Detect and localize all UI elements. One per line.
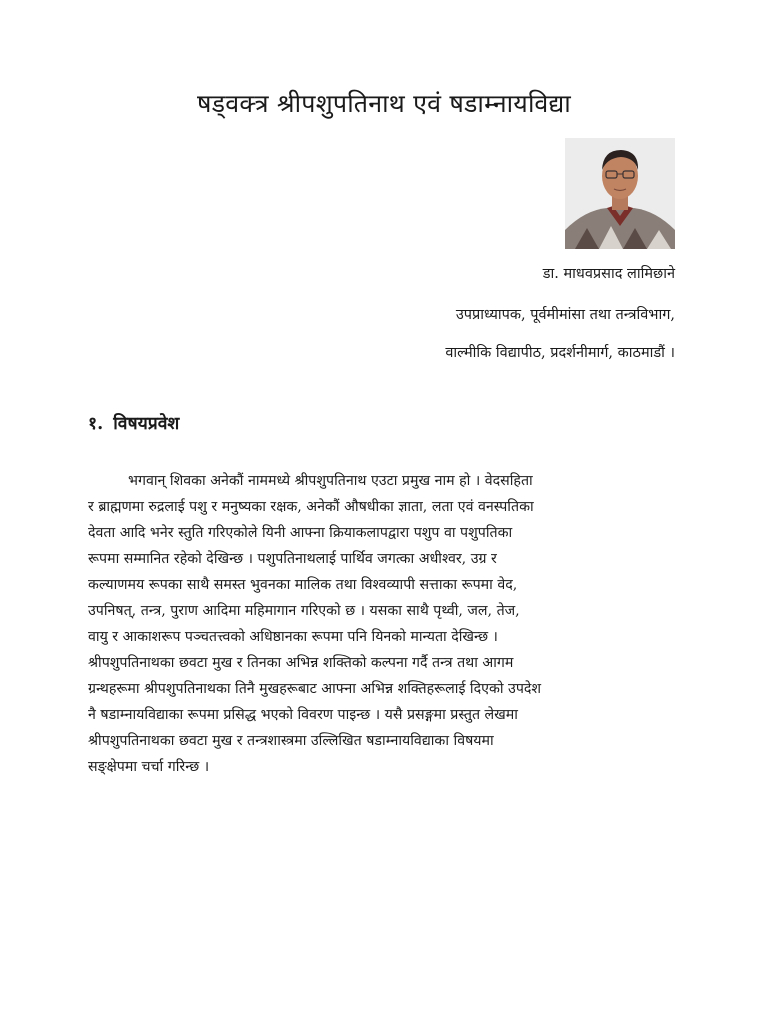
paragraph-line: श्रीपशुपतिनाथका छवटा मुख र तन्त्रशास्त्रमा उल्लिखित षडाम्नायविद्याका विषयमा	[88, 733, 494, 749]
paragraph-line: भगवान् शिवका अनेकौं नाममध्ये श्रीपशुपतिनाथ एउटा प्रमुख नाम हो । वेदसहिता	[128, 473, 533, 489]
paragraph-line: र ब्राह्मणमा रुद्रलाई पशु र मनुष्यका रक्षक, अनेकौं औषधीका ज्ञाता, लता एवं वनस्पतिका	[88, 499, 534, 515]
paragraph-line: ग्रन्थहरूमा श्रीपशुपतिनाथका तिनै मुखहरूबाट आफ्ना अभिन्न शक्तिहरूलाई दिएको उपदेश	[88, 681, 542, 697]
paragraph-line: रूपमा सम्मानित रहेको देखिन्छ । पशुपतिनाथलाई पार्थिव जगत्का अधीश्वर, उग्र र	[88, 551, 497, 567]
paragraph-line: श्रीपशुपतिनाथका छवटा मुख र तिनका अभिन्न शक्तिको कल्पना गर्दै तन्त्र तथा आगम	[88, 655, 514, 671]
paragraph-line: वायु र आकाशरूप पञ्चतत्त्वको अधिष्ठानका रूपमा पनि यिनको मान्यता देखिन्छ ।	[88, 629, 498, 645]
section-number: १.	[88, 414, 104, 434]
paragraph-line: उपनिषत्, तन्त्र, पुराण आदिमा महिमागान गरिएको छ । यसका साथै पृथ्वी, जल, तेज,	[88, 603, 520, 619]
intro-paragraph	[88, 468, 678, 780]
paragraph-line: कल्याणमय रूपका साथै समस्त भुवनका मालिक तथा विश्वव्यापी सत्ताका रूपमा वेद,	[88, 577, 518, 593]
author-name: डा. माधवप्रसाद लामिछाने	[542, 266, 675, 282]
paper-title: षड्वक्त्र श्रीपशुपतिनाथ एवं षडाम्नायविद्या	[197, 89, 571, 118]
section-title: विषयप्रवेश	[113, 414, 180, 434]
paragraph-line: देवता आदि भनेर स्तुति गरिएकोले यिनी आफ्ना क्रियाकलापद्वारा पशुप वा पशुपतिका	[88, 525, 513, 541]
paragraph-line: सङ्क्षेपमा चर्चा गरिन्छ ।	[88, 759, 210, 775]
author-photo	[565, 138, 675, 249]
paragraph-line: नै षडाम्नायविद्याका रूपमा प्रसिद्ध भएको विवरण पाइन्छ । यसै प्रसङ्गमा प्रस्तुत लेखमा	[88, 707, 518, 723]
section-heading	[88, 411, 179, 435]
author-position: उपप्राध्यापक, पूर्वमीमांसा तथा तन्त्रविभाग,	[455, 307, 675, 323]
author-institution: वाल्मीकि विद्यापीठ, प्रदर्शनीमार्ग, काठमाडौं ।	[445, 345, 675, 361]
